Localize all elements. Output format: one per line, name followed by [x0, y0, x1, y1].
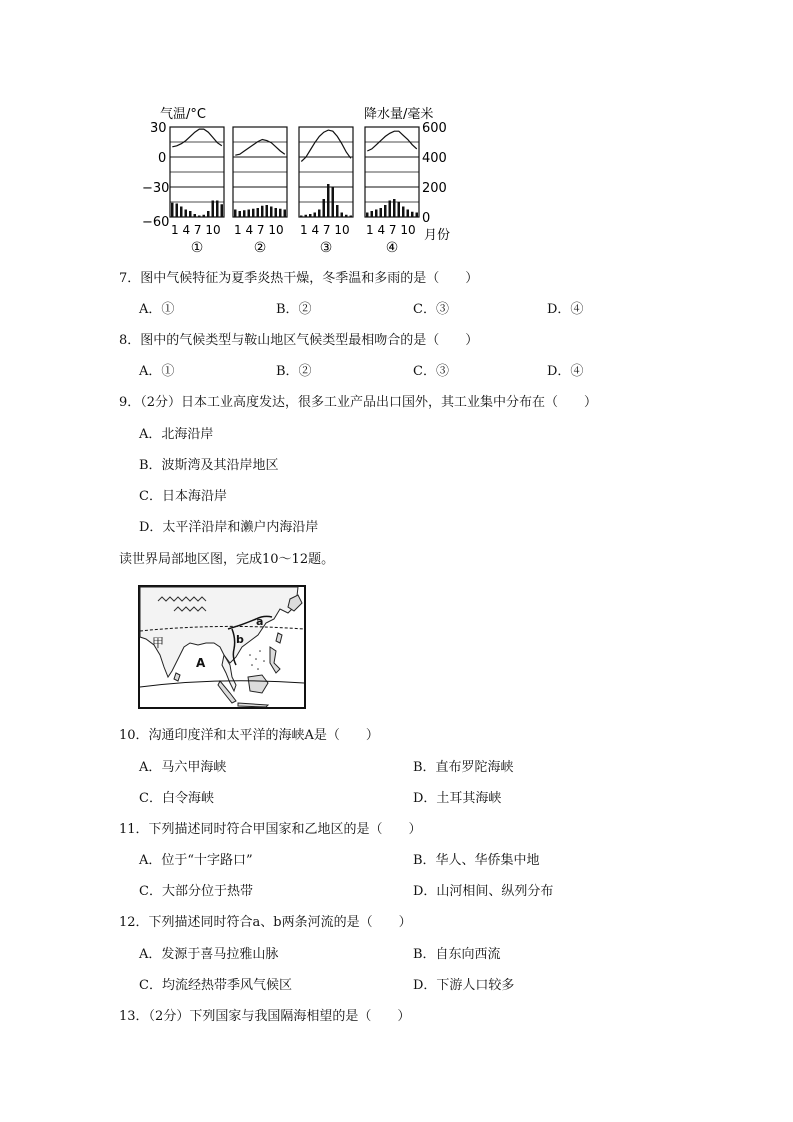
q9-option-d[interactable]: D．太平洋沿岸和濑户内海沿岸 [139, 520, 319, 535]
precip-bar [279, 209, 282, 217]
month-ticks: 1 4 7 10 [171, 223, 221, 237]
month-axis-label: 月份 [424, 228, 451, 243]
world-region-map [138, 585, 306, 709]
temp-tick-30: 30 [150, 121, 167, 136]
precip-bar [257, 208, 260, 217]
precip-bar [194, 214, 197, 217]
precip-bar [243, 210, 246, 217]
q7-stem: 7．图中气候特征为夏季炎热干燥，冬季温和多雨的是（ ） [119, 271, 479, 286]
map-label-a: a [256, 615, 264, 628]
q10-stem: 10．沟通印度洋和太平洋的海峡A是（ ） [119, 728, 379, 743]
precip-tick-600: 600 [422, 121, 447, 136]
q9-stem: 9．（2分）日本工业高度发达，很多工业产品出口国外，其工业集中分布在（ ） [119, 395, 598, 410]
temp-line [367, 131, 417, 151]
precip-bar [332, 187, 335, 217]
climate-charts-figure [140, 100, 470, 260]
precip-bar [318, 210, 321, 218]
q7-option-b[interactable]: B．② [276, 302, 312, 317]
q12-stem: 12．下列描述同时符合a、b两条河流的是（ ） [119, 915, 412, 930]
map-label-A: A [196, 656, 206, 670]
temp-axis-label: 气温/°C [160, 107, 206, 122]
q11-option-c[interactable]: C．大部分位于热带 [139, 884, 253, 899]
q11-option-a[interactable]: A．位于“十字路口” [139, 853, 253, 868]
precip-bar [198, 216, 201, 218]
q8-option-b[interactable]: B．② [276, 364, 312, 379]
precip-tick-200: 200 [422, 181, 447, 196]
precip-bar [284, 210, 287, 218]
q8-stem: 8．图中的气候类型与鞍山地区气候类型最相吻合的是（ ） [119, 333, 479, 348]
map-intro: 读世界局部地区图，完成10～12题。 [119, 552, 335, 567]
precip-bar [216, 201, 219, 218]
precip-bar [416, 213, 419, 218]
precip-bar [207, 211, 210, 217]
precip-bar [389, 201, 392, 218]
precip-bar [221, 204, 224, 217]
q9-option-b[interactable]: B．波斯湾及其沿岸地区 [139, 458, 279, 473]
precip-bar [305, 215, 308, 217]
climate-charts [170, 127, 419, 256]
q10-option-d[interactable]: D．土耳其海峡 [413, 791, 502, 806]
precip-bar [203, 215, 206, 217]
month-ticks: 1 4 7 10 [300, 223, 350, 237]
precip-bar [239, 211, 242, 217]
q7-option-c[interactable]: C．③ [413, 302, 449, 317]
precip-bar [393, 199, 396, 217]
q10-option-b[interactable]: B．直布罗陀海峡 [413, 760, 514, 775]
precip-bar [341, 213, 344, 218]
q7-option-a[interactable]: A．① [139, 302, 175, 317]
chart-label: ② [253, 240, 267, 256]
precip-axis-label: 降水量/毫米 [364, 107, 434, 122]
precip-bar [327, 184, 330, 217]
q13-stem: 13．（2分）下列国家与我国隔海相望的是（ ） [119, 1009, 411, 1024]
precip-bar [371, 211, 374, 217]
precip-bar [323, 199, 326, 217]
precip-bar [345, 215, 348, 217]
precip-bar [384, 205, 387, 217]
q11-stem: 11．下列描述同时符合甲国家和乙地区的是（ ） [119, 822, 422, 837]
q11-option-b[interactable]: B．华人、华侨集中地 [413, 853, 540, 868]
temp-tick-minus30: −30 [142, 181, 170, 196]
chart-label: ③ [319, 240, 333, 256]
month-ticks: 1 4 7 10 [366, 223, 416, 237]
precip-bar [252, 209, 255, 217]
chart-label: ① [190, 240, 204, 256]
temp-line [172, 129, 222, 147]
precip-bar [300, 216, 303, 218]
precip-bar [176, 204, 179, 218]
q11-option-d[interactable]: D．山河相间、纵列分布 [413, 884, 554, 899]
q9-option-c[interactable]: C．日本海沿岸 [139, 489, 227, 504]
precip-bar [336, 205, 339, 217]
q10-option-c[interactable]: C．白令海峡 [139, 791, 214, 806]
precip-bar [266, 205, 269, 217]
precip-bar [171, 203, 174, 217]
q10-option-a[interactable]: A．马六甲海峡 [139, 760, 227, 775]
q12-option-d[interactable]: D．下游人口较多 [413, 978, 515, 993]
precip-bar [366, 213, 369, 218]
precip-bar [212, 201, 215, 218]
month-ticks: 1 4 7 10 [234, 223, 284, 237]
precip-bar [261, 206, 264, 217]
map-label-jia: 甲 [152, 636, 165, 650]
precip-bar [398, 202, 401, 217]
precip-tick-400: 400 [422, 151, 447, 166]
q12-option-b[interactable]: B．自东向西流 [413, 947, 501, 962]
precip-bar [248, 210, 251, 218]
precip-bar [234, 210, 237, 218]
q12-option-a[interactable]: A．发源于喜马拉雅山脉 [139, 947, 279, 962]
q8-option-a[interactable]: A．① [139, 364, 175, 379]
q7-option-d[interactable]: D．④ [547, 302, 584, 317]
chart-label: ④ [385, 240, 399, 256]
temp-tick-minus60: −60 [142, 215, 170, 230]
temp-tick-0: 0 [158, 151, 167, 166]
precip-bar [350, 216, 353, 218]
precip-bar [402, 207, 405, 218]
precip-bar [411, 212, 414, 217]
map-label-b: b [236, 633, 244, 646]
precip-bar [314, 213, 317, 218]
precip-bar [185, 210, 188, 218]
precip-tick-0: 0 [422, 211, 431, 226]
precip-bar [407, 210, 410, 218]
q9-option-a[interactable]: A．北海沿岸 [139, 427, 214, 442]
precip-bar [309, 214, 312, 217]
q12-option-c[interactable]: C．均流经热带季风气候区 [139, 978, 292, 993]
precip-bar [275, 208, 278, 217]
precip-bar [380, 208, 383, 217]
precip-bar [180, 207, 183, 218]
q8-option-c[interactable]: C．③ [413, 364, 449, 379]
precip-bar [375, 210, 378, 218]
q8-option-d[interactable]: D．④ [547, 364, 584, 379]
precip-bar [270, 207, 273, 218]
precip-bar [189, 211, 192, 217]
